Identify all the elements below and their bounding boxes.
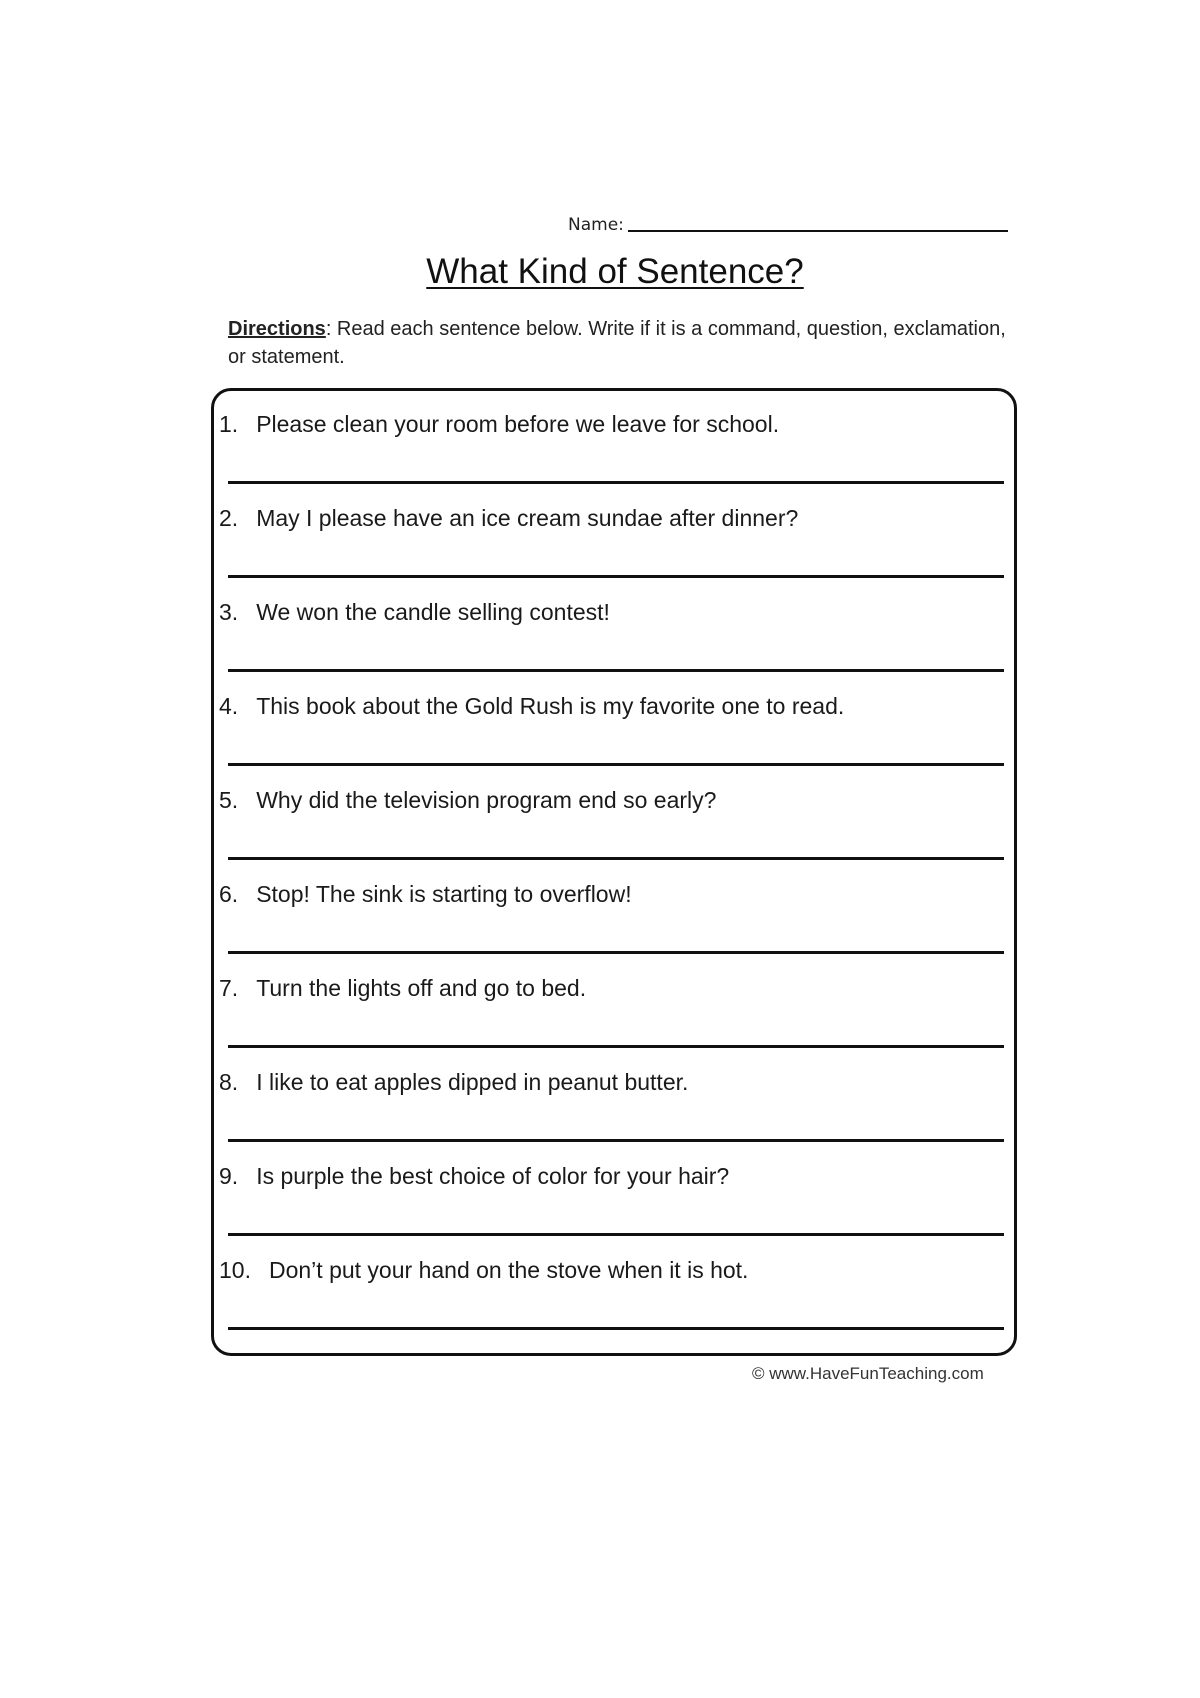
question-text <box>219 693 844 720</box>
question-sentence: This book about the Gold Rush is my favorite one to read. <box>256 693 845 719</box>
question-sentence: I like to eat apples dipped in peanut butter. <box>256 1069 689 1095</box>
answer-line[interactable] <box>228 1139 1004 1142</box>
question-item <box>214 767 1014 861</box>
question-text <box>219 505 798 532</box>
question-text <box>219 881 632 908</box>
question-number: 10. <box>219 1257 251 1283</box>
question-text <box>219 787 716 814</box>
directions <box>228 315 1008 371</box>
answer-line[interactable] <box>228 1045 1004 1048</box>
name-field <box>568 204 1008 234</box>
question-number: 9. <box>219 1163 239 1189</box>
answer-line[interactable] <box>228 1233 1004 1236</box>
question-number: 6. <box>219 881 239 907</box>
question-number: 7. <box>219 975 239 1001</box>
answer-line[interactable] <box>228 669 1004 672</box>
directions-text: : Read each sentence below. Write if it is a command, question, exclamation, or statement. <box>228 318 1006 368</box>
question-number: 4. <box>219 693 239 719</box>
answer-line[interactable] <box>228 1327 1004 1330</box>
name-line[interactable] <box>628 230 1008 232</box>
question-sentence: We won the candle selling contest! <box>256 599 610 625</box>
question-text <box>219 599 610 626</box>
question-text <box>219 1163 729 1190</box>
question-sentence: Stop! The sink is starting to overflow! <box>256 881 632 907</box>
question-sentence: Is purple the best choice of color for your hair? <box>256 1163 730 1189</box>
question-item <box>214 861 1014 955</box>
answer-line[interactable] <box>228 481 1004 484</box>
question-item <box>214 1237 1014 1331</box>
question-number: 5. <box>219 787 239 813</box>
question-sentence: Don’t put your hand on the stove when it is hot. <box>268 1257 749 1283</box>
copyright-footer: © www.HaveFunTeaching.com <box>752 1364 984 1383</box>
question-sentence: Turn the lights off and go to bed. <box>256 975 587 1001</box>
question-text <box>219 411 779 438</box>
name-label: Name: <box>568 215 624 235</box>
page-title: What Kind of Sentence? <box>426 252 804 291</box>
question-number: 1. <box>219 411 239 437</box>
answer-line[interactable] <box>228 857 1004 860</box>
question-item <box>214 955 1014 1049</box>
question-number: 2. <box>219 505 239 531</box>
question-sentence: Why did the television program end so early? <box>256 787 717 813</box>
answer-line[interactable] <box>228 951 1004 954</box>
question-item <box>214 1049 1014 1143</box>
question-sentence: Please clean your room before we leave for school. <box>256 411 780 437</box>
question-item <box>214 485 1014 579</box>
question-number: 8. <box>219 1069 239 1095</box>
questions-box <box>211 388 1017 1356</box>
question-item <box>214 1143 1014 1237</box>
question-text <box>219 1069 688 1096</box>
question-number: 3. <box>219 599 239 625</box>
question-sentence: May I please have an ice cream sundae after dinner? <box>256 505 799 531</box>
answer-line[interactable] <box>228 763 1004 766</box>
question-text <box>219 1257 748 1284</box>
question-item <box>214 579 1014 673</box>
question-item <box>214 391 1014 485</box>
question-item <box>214 673 1014 767</box>
directions-label: Directions <box>228 318 326 340</box>
question-text <box>219 975 586 1002</box>
answer-line[interactable] <box>228 575 1004 578</box>
